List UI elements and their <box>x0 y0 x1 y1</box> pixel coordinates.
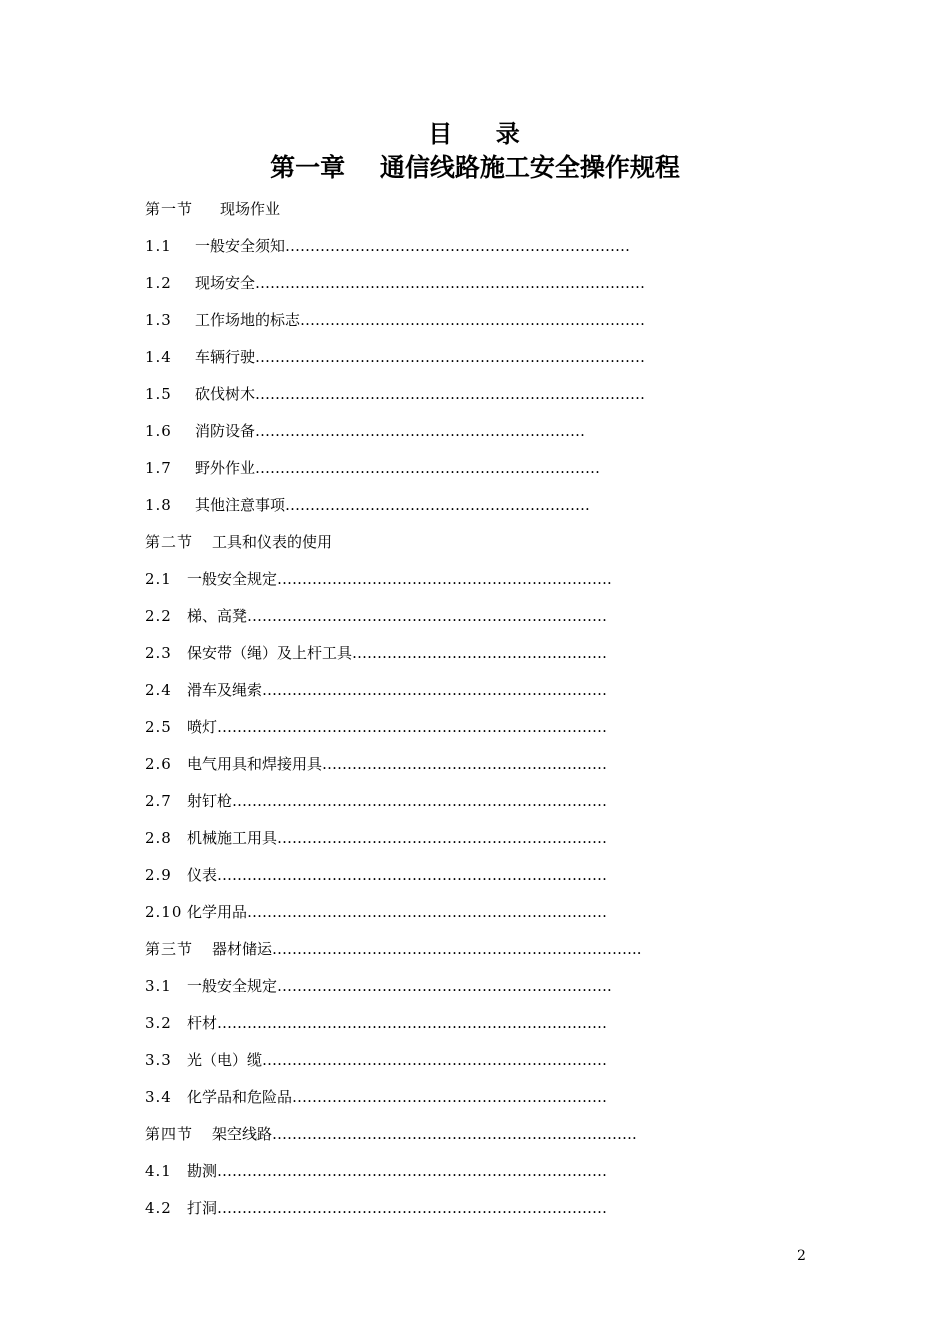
toc-text: 架空线路………………………………………………………………. <box>212 1125 637 1143</box>
toc-title: 目 录 <box>428 120 522 148</box>
toc-number: 4.1 <box>145 1162 172 1180</box>
toc-entry[interactable] <box>145 270 645 296</box>
toc-text: 打洞…………………………………………………………………… <box>187 1199 608 1217</box>
toc-text: 一般安全须知…………………………………………………………… <box>195 237 631 255</box>
toc-number: 第三节 <box>145 940 194 958</box>
toc-section-3[interactable] <box>145 936 642 962</box>
toc-entry[interactable] <box>145 418 585 444</box>
toc-entry[interactable] <box>145 1195 607 1221</box>
toc-number: 2.10 <box>145 903 183 921</box>
toc-entry[interactable] <box>145 603 607 629</box>
toc-text: 工作场地的标志…………………………………………………………… <box>195 311 646 329</box>
page-number: 2 <box>797 1248 806 1264</box>
toc-text: 杆材…………………………………………………………………… <box>187 1014 608 1032</box>
toc-text: 滑车及绳索…………………………………………………………… <box>187 681 608 699</box>
toc-text: 车辆行驶…………………………………………………………………… <box>195 348 646 366</box>
toc-text: 梯、高凳……………………………………………………………… <box>187 607 608 625</box>
toc-number: 1.8 <box>145 496 172 514</box>
toc-entry[interactable] <box>145 455 600 481</box>
toc-section-4[interactable] <box>145 1121 637 1147</box>
toc-number: 1.3 <box>145 311 172 329</box>
toc-number: 1.1 <box>145 237 172 255</box>
toc-number: 第四节 <box>145 1125 194 1143</box>
toc-text: 电气用具和焊接用具………………………………………………… <box>187 755 608 773</box>
toc-entry[interactable] <box>145 307 645 333</box>
toc-text: 仪表…………………………………………………………………… <box>187 866 608 884</box>
toc-text: 野外作业…………………………………………………………… <box>195 459 601 477</box>
toc-number: 2.2 <box>145 607 172 625</box>
toc-entry[interactable] <box>145 1084 607 1110</box>
toc-number: 2.9 <box>145 866 172 884</box>
toc-text: 工具和仪表的使用 <box>212 533 333 551</box>
toc-number: 第二节 <box>145 533 194 551</box>
toc-number: 2.8 <box>145 829 172 847</box>
toc-text: 一般安全规定…………………………………………………………. <box>187 977 612 995</box>
toc-number: 1.5 <box>145 385 172 403</box>
toc-text: 其他注意事项……………………………………………………. <box>195 496 590 514</box>
toc-entry[interactable] <box>145 788 607 814</box>
toc-number: 2.3 <box>145 644 172 662</box>
toc-number: 3.1 <box>145 977 172 995</box>
toc-entry[interactable] <box>145 344 645 370</box>
toc-number: 2.1 <box>145 570 172 588</box>
toc-text: 喷灯…………………………………………………………………… <box>187 718 608 736</box>
toc-entry[interactable] <box>145 1158 607 1184</box>
toc-number: 第一节 <box>145 200 194 218</box>
toc-entry[interactable] <box>145 1047 607 1073</box>
toc-section-2[interactable] <box>145 529 332 555</box>
toc-number: 1.2 <box>145 274 172 292</box>
toc-number: 1.7 <box>145 459 172 477</box>
toc-text: 现场安全…………………………………………………………………… <box>195 274 646 292</box>
toc-number: 2.4 <box>145 681 172 699</box>
toc-text: 化学品和危险品……………………………………………………… <box>187 1088 608 1106</box>
toc-entry[interactable] <box>145 1010 607 1036</box>
toc-number: 4.2 <box>145 1199 172 1217</box>
toc-text: 消防设备………………………………………………………… <box>195 422 586 440</box>
toc-entry[interactable] <box>145 640 607 666</box>
toc-number: 3.2 <box>145 1014 172 1032</box>
toc-text: 砍伐树木…………………………………………………………………… <box>195 385 646 403</box>
toc-text: 现场作业 <box>220 200 281 218</box>
toc-number: 2.5 <box>145 718 172 736</box>
toc-entry[interactable] <box>145 566 612 592</box>
toc-number: 3.4 <box>145 1088 172 1106</box>
toc-number: 1.4 <box>145 348 172 366</box>
toc-entry[interactable] <box>145 862 607 888</box>
toc-number: 2.6 <box>145 755 172 773</box>
toc-number: 1.6 <box>145 422 172 440</box>
toc-entry[interactable] <box>145 381 645 407</box>
toc-number: 3.3 <box>145 1051 172 1069</box>
toc-text: 一般安全规定…………………………………………………………. <box>187 570 612 588</box>
toc-text: 勘测…………………………………………………………………… <box>187 1162 608 1180</box>
toc-number: 2.7 <box>145 792 172 810</box>
toc-section-1[interactable] <box>145 196 280 222</box>
toc-entry[interactable] <box>145 233 630 259</box>
toc-entry[interactable] <box>145 714 607 740</box>
toc-text: 光（电）缆…………………………………………………………… <box>187 1051 608 1069</box>
toc-text: 保安带（绳）及上杆工具…………………………………………… <box>187 644 608 662</box>
toc-entry[interactable] <box>145 825 607 851</box>
toc-text: 化学用品……………………………………………………………… <box>187 903 608 921</box>
toc-text: 射钉枪………………………………………………………………… <box>187 792 608 810</box>
toc-entry[interactable] <box>145 973 612 999</box>
toc-text: 机械施工用具………………………………………………………… <box>187 829 608 847</box>
toc-entry[interactable] <box>145 751 607 777</box>
toc-entry[interactable] <box>145 492 590 518</box>
toc-text: 器材储运……………………………………………………………….. <box>212 940 642 958</box>
toc-entry[interactable] <box>145 677 607 703</box>
chapter-title: 第一章 通信线路施工安全操作规程 <box>270 153 680 182</box>
toc-entry[interactable] <box>145 899 607 925</box>
